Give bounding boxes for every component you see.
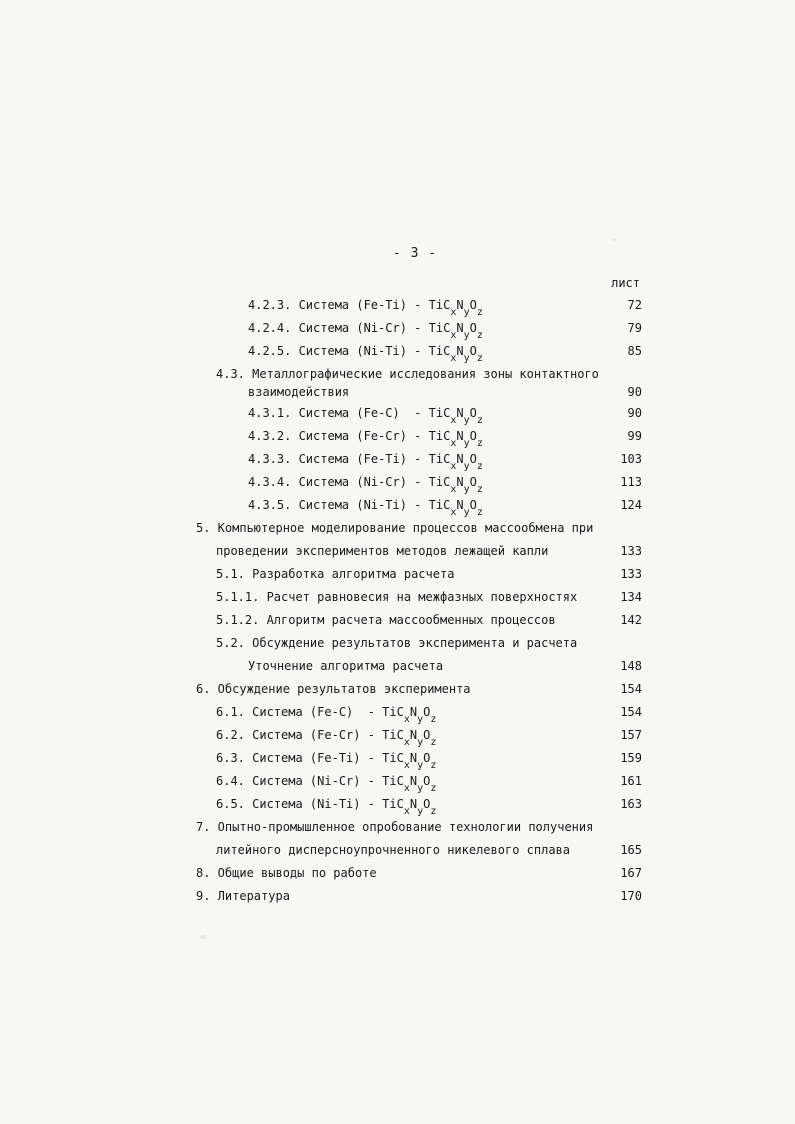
chemical-formula	[382, 727, 437, 748]
formula-subscript: x	[403, 737, 410, 748]
toc-entry	[0, 865, 795, 885]
formula-subscript: x	[403, 806, 410, 817]
formula-subscript: y	[417, 737, 424, 748]
toc-entry-text: 6. Обсуждение результатов эксперимента	[196, 682, 471, 696]
formula-symbol: O	[423, 705, 431, 719]
formula-symbol: N	[456, 344, 464, 358]
formula-symbol: TiC	[428, 344, 451, 358]
formula-symbol: N	[409, 728, 418, 742]
toc-entry-title	[216, 589, 577, 605]
toc-entry-page: 124	[620, 498, 642, 512]
toc-entry-text: 7. Опытно-промышленное опробование технологии получения	[196, 820, 594, 834]
chemical-formula	[382, 796, 437, 817]
toc-entry-text: 4.3.5. Система (Ni-Ti) -	[248, 498, 429, 512]
chemical-formula	[428, 405, 483, 426]
toc-entry-page: 159	[620, 751, 642, 765]
formula-subscript: x	[450, 415, 457, 426]
formula-symbol: O	[469, 475, 477, 489]
formula-subscript: y	[463, 507, 470, 518]
toc-entry-title	[196, 865, 377, 881]
toc-entry-title	[216, 773, 437, 794]
toc-entry-text: 5.1. Разработка алгоритма расчета	[216, 567, 455, 581]
formula-subscript: y	[463, 330, 470, 341]
toc-entry-title	[248, 297, 483, 318]
toc-entry	[0, 474, 795, 494]
formula-subscript: y	[417, 783, 424, 794]
chemical-formula	[428, 428, 483, 449]
toc-entry-text: 4.3. Металлографические исследования зоны контактного	[216, 367, 599, 381]
toc-entry-title	[196, 819, 593, 835]
toc-entry	[0, 727, 795, 747]
formula-subscript: y	[463, 307, 470, 318]
formula-symbol: N	[456, 321, 464, 335]
formula-symbol: TiC	[382, 797, 404, 811]
toc-entry-page: 165	[620, 843, 642, 857]
toc-entry-page: 154	[620, 682, 642, 696]
toc-entry	[0, 819, 795, 839]
toc-entry-title	[248, 658, 443, 674]
formula-symbol: N	[409, 797, 418, 811]
toc-entry-page: 72	[627, 298, 642, 312]
toc-entry-page: 157	[620, 728, 642, 742]
formula-symbol: N	[409, 774, 418, 788]
toc-entry	[0, 658, 795, 678]
toc-entry-page: 85	[627, 344, 642, 358]
formula-symbol: N	[409, 705, 418, 719]
formula-subscript: y	[417, 806, 424, 817]
formula-subscript: z	[476, 438, 483, 449]
toc-entry-title	[216, 543, 548, 559]
formula-symbol: TiC	[382, 705, 404, 719]
toc-entry-title	[196, 888, 290, 904]
toc-entry-page: 133	[620, 567, 642, 581]
toc-entry	[0, 343, 795, 363]
formula-symbol: N	[456, 406, 464, 420]
formula-subscript: x	[450, 353, 457, 364]
formula-subscript: z	[476, 415, 483, 426]
toc-entry	[0, 566, 795, 586]
toc-entry-text: 4.2.3. Система (Fe-Ti) -	[248, 298, 429, 312]
toc-entry-title	[216, 635, 577, 651]
toc-entry	[0, 497, 795, 517]
toc-entry	[0, 405, 795, 425]
toc-entry	[0, 520, 795, 540]
formula-subscript: x	[450, 330, 457, 341]
formula-symbol: O	[423, 728, 431, 742]
formula-symbol: N	[456, 298, 464, 312]
toc-entry-text: 9. Литература	[196, 889, 290, 903]
toc-entry-title	[216, 612, 556, 628]
formula-symbol: O	[423, 797, 431, 811]
toc-entry-text: взаимодействия	[248, 385, 350, 399]
formula-subscript: y	[463, 438, 470, 449]
toc-entry-text: 4.2.5. Система (Ni-Ti) -	[248, 344, 429, 358]
toc-entry-text: 6.5. Система (Ni-Ti) -	[216, 797, 383, 811]
formula-subscript: x	[403, 783, 410, 794]
formula-subscript: z	[476, 507, 483, 518]
toc-entry-page: 170	[620, 889, 642, 903]
toc-entry-text: 4.3.3. Система (Fe-Ti) -	[248, 452, 429, 466]
toc-entry	[0, 888, 795, 908]
formula-subscript: y	[463, 484, 470, 495]
formula-symbol: TiC	[382, 751, 404, 765]
formula-subscript: y	[417, 714, 424, 725]
formula-symbol: TiC	[428, 298, 451, 312]
toc-entry-text: 6.4. Система (Ni-Cr) -	[216, 774, 383, 788]
toc-entry-page: 113	[620, 475, 642, 489]
toc-entry-text: проведении экспериментов методов лежащей капли	[216, 544, 549, 558]
toc-entry-title	[248, 497, 483, 518]
toc-entry	[0, 704, 795, 724]
formula-symbol: TiC	[428, 452, 451, 466]
toc-entry-page: 167	[620, 866, 642, 880]
formula-subscript: y	[417, 760, 424, 771]
formula-symbol: TiC	[382, 728, 404, 742]
chemical-formula	[428, 297, 483, 318]
toc-entry-title	[248, 405, 483, 426]
toc-entry-title	[248, 428, 483, 449]
toc-entry	[0, 320, 795, 340]
toc-entry-title	[216, 842, 570, 858]
toc-entry-page: 163	[620, 797, 642, 811]
toc-entry-text: 4.2.4. Система (Ni-Cr) -	[248, 321, 429, 335]
toc-entry-page: 79	[627, 321, 642, 335]
toc-entry	[0, 543, 795, 563]
formula-symbol: TiC	[428, 475, 451, 489]
chemical-formula	[428, 320, 483, 341]
toc-entry-title	[216, 727, 437, 748]
formula-symbol: O	[469, 452, 477, 466]
toc-entry-page: 99	[627, 429, 642, 443]
formula-subscript: x	[450, 507, 457, 518]
toc-entry-title	[196, 520, 593, 536]
formula-subscript: x	[403, 760, 410, 771]
paper-speck	[612, 238, 616, 241]
formula-subscript: z	[430, 737, 437, 748]
toc-entry	[0, 366, 795, 386]
toc-entry	[0, 773, 795, 793]
paper-speck	[200, 935, 206, 939]
formula-subscript: z	[476, 330, 483, 341]
page-column-header: лист	[611, 276, 640, 290]
formula-symbol: N	[456, 452, 464, 466]
toc-entry-title	[216, 750, 437, 771]
formula-symbol: O	[469, 321, 477, 335]
toc-entry	[0, 681, 795, 701]
toc-entry-title	[216, 566, 454, 582]
toc-entry-title	[248, 343, 483, 364]
toc-entry-text: 6.1. Система (Fe-C) -	[216, 705, 383, 719]
formula-symbol: N	[456, 475, 464, 489]
chemical-formula	[428, 474, 483, 495]
formula-subscript: z	[476, 307, 483, 318]
toc-entry	[0, 635, 795, 655]
toc-entry-text: литейного дисперсноупрочненного никелевого сплава	[216, 843, 571, 857]
toc-entry-title	[248, 320, 483, 341]
formula-subscript: z	[430, 806, 437, 817]
toc-entry-title	[248, 384, 349, 400]
page-number: - 3 -	[392, 246, 438, 261]
chemical-formula	[428, 451, 483, 472]
formula-symbol: O	[469, 498, 477, 512]
formula-subscript: y	[463, 353, 470, 364]
chemical-formula	[428, 497, 483, 518]
toc-entry-title	[216, 366, 599, 382]
formula-symbol: N	[456, 429, 464, 443]
toc-entry-text: 6.2. Система (Fe-Cr) -	[216, 728, 383, 742]
toc-entry	[0, 428, 795, 448]
toc-entry-text: Уточнение алгоритма расчета	[248, 659, 444, 673]
formula-subscript: y	[463, 461, 470, 472]
formula-subscript: x	[450, 484, 457, 495]
formula-subscript: z	[476, 353, 483, 364]
formula-symbol: TiC	[428, 498, 451, 512]
toc-entry-title	[248, 474, 483, 495]
toc-entry	[0, 842, 795, 862]
formula-subscript: x	[450, 438, 457, 449]
toc-entry-text: 5. Компьютерное моделирование процессов массообмена при	[196, 521, 594, 535]
formula-symbol: N	[456, 498, 464, 512]
formula-symbol: O	[469, 344, 477, 358]
toc-entry	[0, 589, 795, 609]
toc-entry-page: 133	[620, 544, 642, 558]
formula-subscript: z	[430, 760, 437, 771]
formula-subscript: x	[403, 714, 410, 725]
toc-entry-page: 90	[627, 406, 642, 420]
toc-entry-page: 90	[627, 385, 642, 399]
toc-entry-text: 5.1.1. Расчет равновесия на межфазных поверхностях	[216, 590, 578, 604]
formula-subscript: y	[463, 415, 470, 426]
formula-symbol: N	[409, 751, 418, 765]
formula-symbol: TiC	[428, 406, 451, 420]
toc-entry	[0, 297, 795, 317]
formula-subscript: z	[476, 484, 483, 495]
toc-entry-page: 154	[620, 705, 642, 719]
formula-symbol: TiC	[428, 429, 451, 443]
toc-entry-text: 8. Общие выводы по работе	[196, 866, 377, 880]
toc-entry-title	[196, 681, 471, 697]
toc-entry	[0, 451, 795, 471]
formula-subscript: z	[476, 461, 483, 472]
toc-entry-title	[216, 796, 437, 817]
toc-entry-text: 6.3. Система (Fe-Ti) -	[216, 751, 383, 765]
toc-entry-page: 142	[620, 613, 642, 627]
formula-symbol: O	[469, 429, 477, 443]
toc-entry	[0, 612, 795, 632]
toc-entry-text: 4.3.4. Система (Ni-Cr) -	[248, 475, 429, 489]
toc-entry-page: 103	[620, 452, 642, 466]
chemical-formula	[382, 773, 437, 794]
chemical-formula	[382, 704, 437, 725]
formula-symbol: TiC	[382, 774, 404, 788]
toc-entry-title	[248, 451, 483, 472]
formula-subscript: z	[430, 714, 437, 725]
toc-entry-page: 148	[620, 659, 642, 673]
toc-entry-page: 134	[620, 590, 642, 604]
formula-symbol: O	[469, 406, 477, 420]
formula-symbol: O	[423, 751, 431, 765]
formula-symbol: TiC	[428, 321, 451, 335]
formula-symbol: O	[423, 774, 431, 788]
toc-entry	[0, 796, 795, 816]
chemical-formula	[428, 343, 483, 364]
formula-subscript: z	[430, 783, 437, 794]
toc-entry-text: 4.3.2. Система (Fe-Cr) -	[248, 429, 429, 443]
formula-subscript: x	[450, 307, 457, 318]
toc-entry-text: 5.2. Обсуждение результатов эксперимента и расчета	[216, 636, 578, 650]
formula-subscript: x	[450, 461, 457, 472]
toc-entry-text: 4.3.1. Система (Fe-C) -	[248, 406, 429, 420]
toc-entry-text: 5.1.2. Алгоритм расчета массообменных процессов	[216, 613, 556, 627]
toc-entry-page: 161	[620, 774, 642, 788]
toc-entry	[0, 750, 795, 770]
toc-entry	[0, 384, 795, 404]
formula-symbol: O	[469, 298, 477, 312]
toc-entry-title	[216, 704, 437, 725]
chemical-formula	[382, 750, 437, 771]
